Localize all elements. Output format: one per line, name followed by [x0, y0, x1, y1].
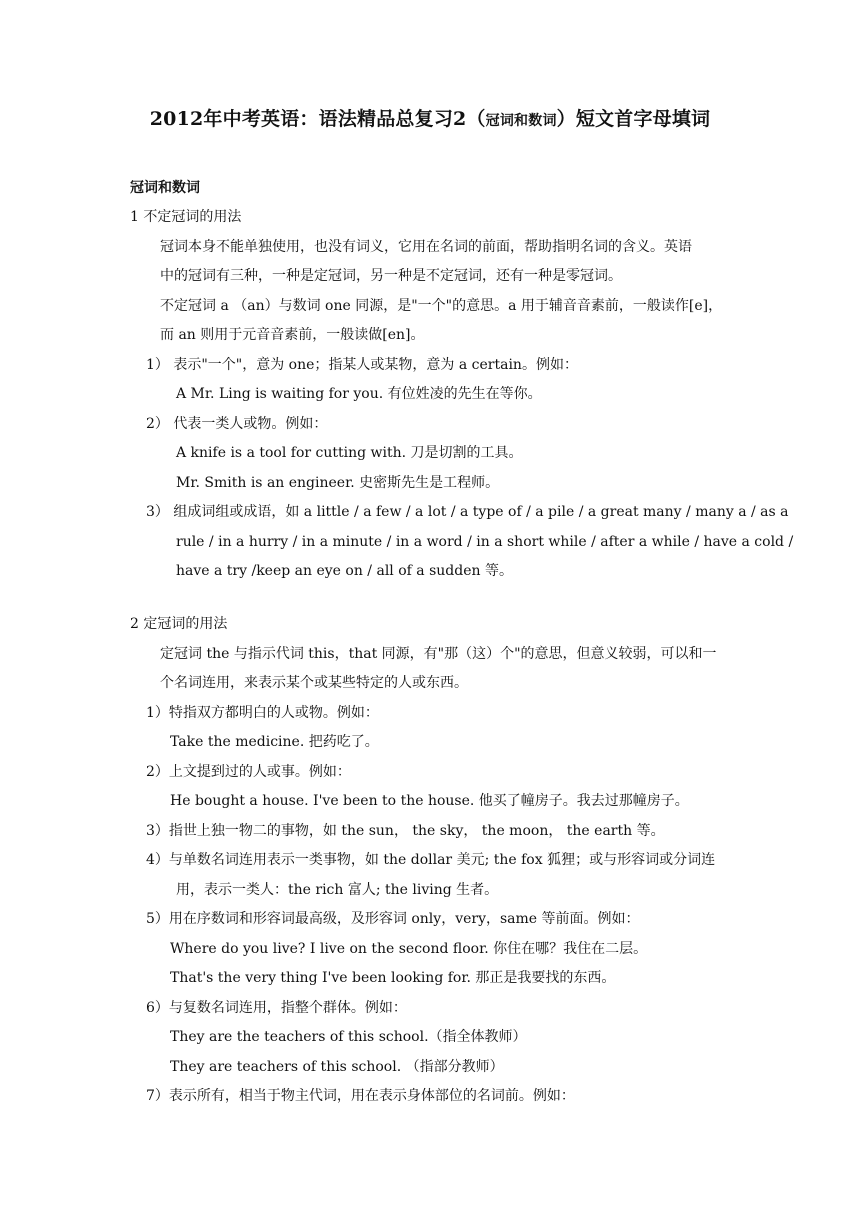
list-item: 1） 表示"一个"，意为 one；指某人或某物，意为 a certain。例如： [146, 357, 578, 373]
example-line: That's the very thing I've been looking for. 那正是我要找的东西。 [170, 970, 616, 986]
paragraph-line: 而 an 则用于元音音素前，一般读做[en]。 [160, 327, 425, 343]
paragraph-line: 不定冠词 a （an）与数词 one 同源，是"一个"的意思。a 用于辅音音素前，一般读作[e]， [160, 298, 723, 314]
list-item: 3） 组成词组或成语，如 a little / a few / a lot / a type of / a pile / a great many / many a / as a [146, 504, 789, 520]
example-line: A Mr. Ling is waiting for you. 有位姓凌的先生在等你。 [176, 386, 542, 402]
title-small: 冠词和数词 [485, 113, 557, 129]
example-line: Take the medicine. 把药吃了。 [170, 734, 379, 750]
example-line: A knife is a tool for cutting with. 刀是切割的工具。 [176, 445, 523, 461]
list-item-continued: have a try /keep an eye on / all of a sudden 等。 [176, 563, 513, 579]
paragraph-line: 冠词本身不能单独使用，也没有词义，它用在名词的前面，帮助指明名词的含义。英语 [160, 239, 692, 255]
example-line: He bought a house. I've been to the house. 他买了幢房子。我去过那幢房子。 [170, 793, 689, 809]
list-item-continued: rule / in a hurry / in a minute / in a word / in a short while / after a while / have a cold / [176, 534, 794, 550]
list-item: 6）与复数名词连用，指整个群体。例如： [146, 1000, 407, 1016]
list-item: 7）表示所有，相当于物主代词，用在表示身体部位的名词前。例如： [146, 1088, 575, 1104]
section-heading: 冠词和数词 [130, 180, 200, 196]
list-item: 3）指世上独一物二的事物，如 the sun， the sky， the moon， the earth 等。 [146, 823, 665, 839]
title-main: 2012年中考英语：语法精品总复习2（ [149, 108, 486, 130]
list-item: 5）用在序数词和形容词最高级，及形容词 only，very，same 等前面。例如： [146, 911, 640, 927]
list-item-continued: 用，表示一类人：the rich 富人; the living 生者。 [176, 882, 499, 898]
example-line: Mr. Smith is an engineer. 史密斯先生是工程师。 [176, 475, 500, 491]
list-item: 2） 代表一类人或物。例如： [146, 416, 328, 432]
page-title [0, 104, 860, 131]
paragraph-line: 中的冠词有三种，一种是定冠词，另一种是不定冠词，还有一种是零冠词。 [160, 268, 622, 284]
paragraph-line: 个名词连用，来表示某个或某些特定的人或东西。 [160, 675, 468, 691]
list-item: 2）上文提到过的人或事。例如： [146, 764, 351, 780]
example-line: They are teachers of this school. （指部分教师） [170, 1059, 504, 1075]
list-item: 1）特指双方都明白的人或物。例如： [146, 705, 379, 721]
paragraph-line: 定冠词 the 与指示代词 this，that 同源，有"那（这）个"的意思，但意义较弱，可以和一 [160, 646, 717, 662]
list-item: 4）与单数名词连用表示一类事物，如 the dollar 美元; the fox 狐狸；或与形容词或分词连 [146, 852, 716, 868]
section-title-1: 1 不定冠词的用法 [130, 209, 242, 225]
example-line: Where do you live? I live on the second floor. 你住在哪？我住在二层。 [170, 941, 648, 957]
title-end: ）短文首字母填词 [556, 108, 711, 130]
section-title-2: 2 定冠词的用法 [130, 616, 228, 632]
example-line: They are the teachers of this school.（指全体教师） [170, 1029, 527, 1045]
